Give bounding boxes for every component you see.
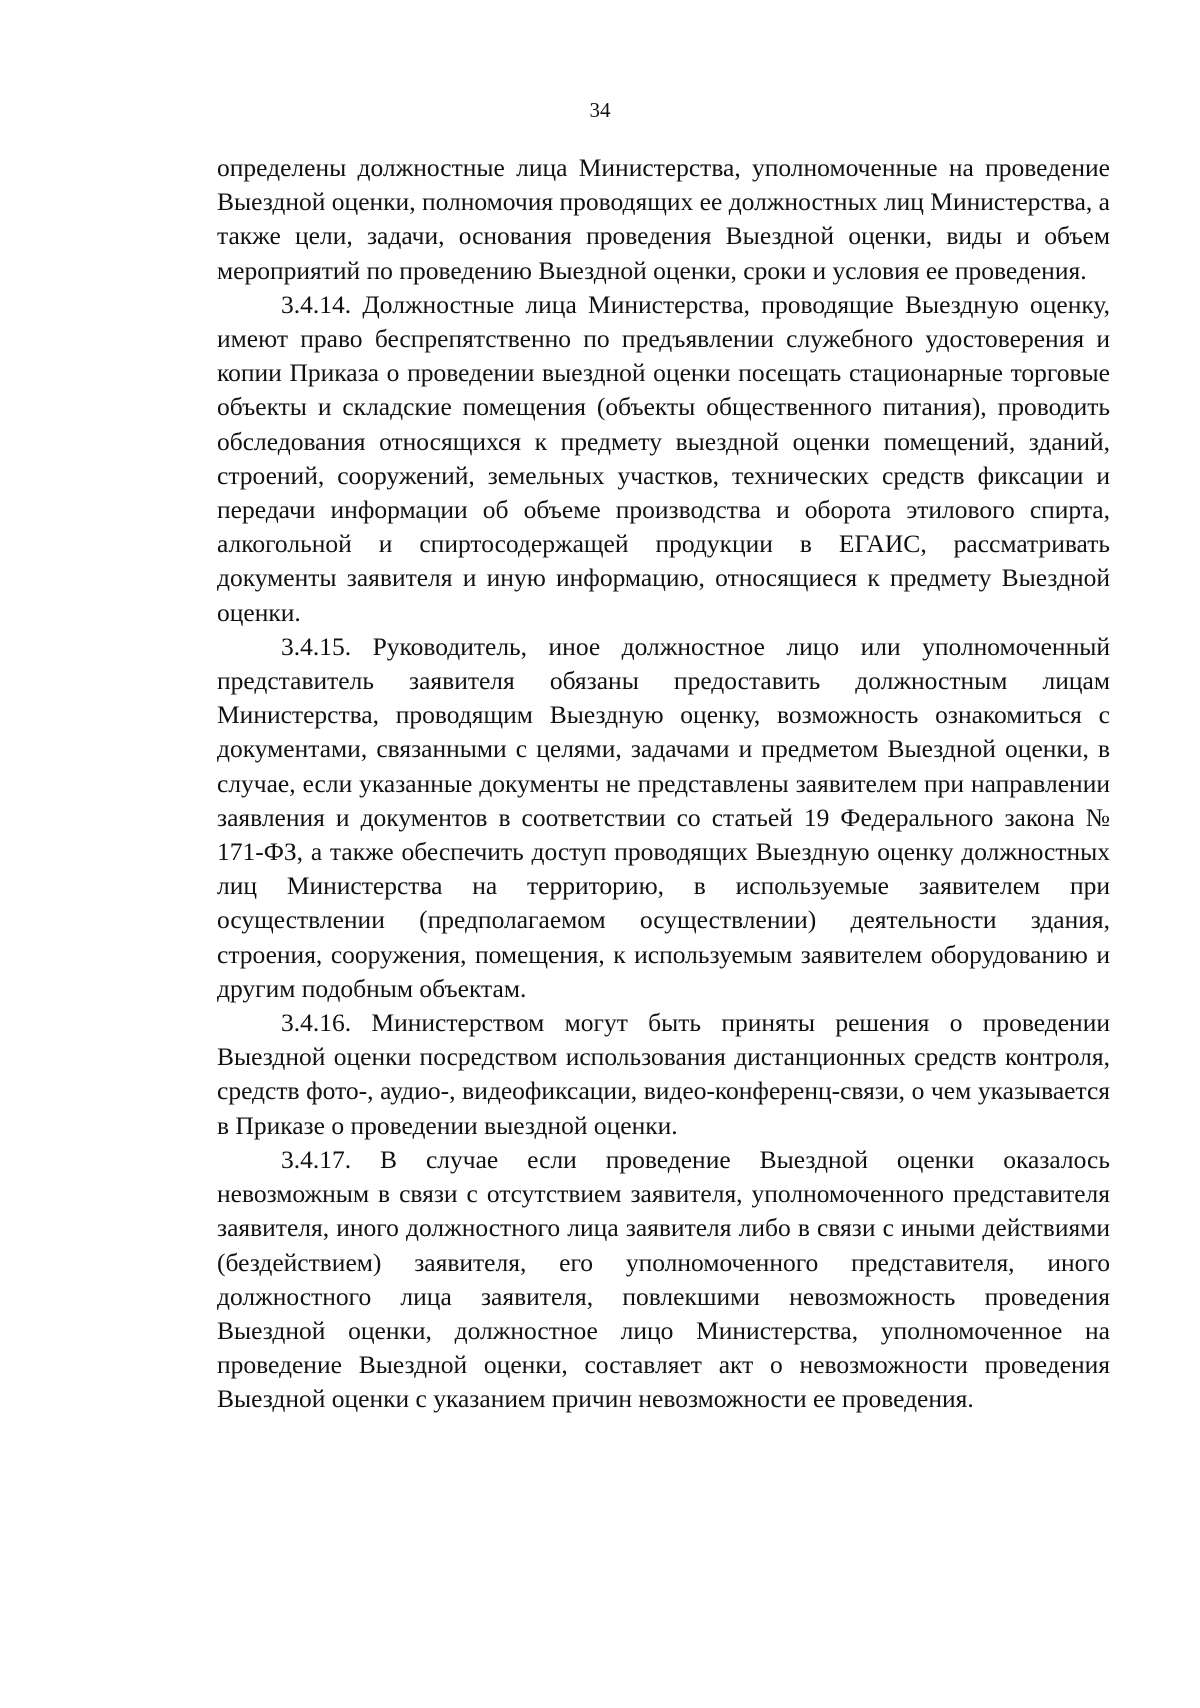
paragraph-continuation: определены должностные лица Министерства, уполномоченные на проведение Выездной оценки, полномочия проводящих ее должностных лиц Министерства, а также цели, задачи, основания проведения Выездной оценки, виды и объем мероприятий по проведению Выездной оценки, сроки и условия ее проведения. xyxy=(217,153,1110,285)
paragraph-3-4-17: 3.4.17. В случае если проведение Выездной оценки оказалось невозможным в связи с отсутствием заявителя, уполномоченного представителя заявителя, иного должностного лица заявителя либо в связи с иными действиями (бездействием) заявителя, его уполномоченного представителя, иного должностного лица заявителя, повлекшими невозможность проведения Выездной оценки, должностное лицо Министерства, уполномоченное на проведение Выездной оценки, составляет акт о невозможности проведения Выездной оценки с указанием причин невозможности ее проведения. xyxy=(217,1144,1110,1414)
paragraph-3-4-16: 3.4.16. Министерством могут быть приняты решения о проведении Выездной оценки посредством использования дистанционных средств контроля, средств фото-, аудио-, видеофиксации, видео-конференц-связи, о чем указывается в Приказе о проведении выездной оценки. xyxy=(217,1008,1110,1140)
document-body xyxy=(217,151,1110,1417)
paragraph-3-4-15: 3.4.15. Руководитель, иное должностное лицо или уполномоченный представитель заявителя обязаны предоставить должностным лицам Министерства, проводящим Выездную оценку, возможность ознакомиться с документами, связанными с целями, задачами и предметом Выездной оценки, в случае, если указанные документы не представлены заявителем при направлении заявления и документов в соответствии со статьей 19 Федерального закона № 171-ФЗ, а также обеспечить доступ проводящих Выездную оценку должностных лиц Министерства на территорию, в используемые заявителем при осуществлении (предполагаемом осуществлении) деятельности здания, строения, сооружения, помещения, к используемым заявителем оборудованию и другим подобным объектам. xyxy=(217,631,1110,1003)
paragraph-3-4-14: 3.4.14. Должностные лица Министерства, проводящие Выездную оценку, имеют право беспрепятственно по предъявлении служебного удостоверения и копии Приказа о проведении выездной оценки посещать стационарные торговые объекты и складские помещения (объекты общественного питания), проводить обследования относящихся к предмету выездной оценки помещений, зданий, строений, сооружений, земельных участков, технических средств фиксации и передачи информации об объеме производства и оборота этилового спирта, алкогольной и спиртосодержащей продукции в ЕГАИС, рассматривать документы заявителя и иную информацию, относящиеся к предмету Выездной оценки. xyxy=(217,289,1110,627)
page-number: 34 xyxy=(589,98,611,122)
